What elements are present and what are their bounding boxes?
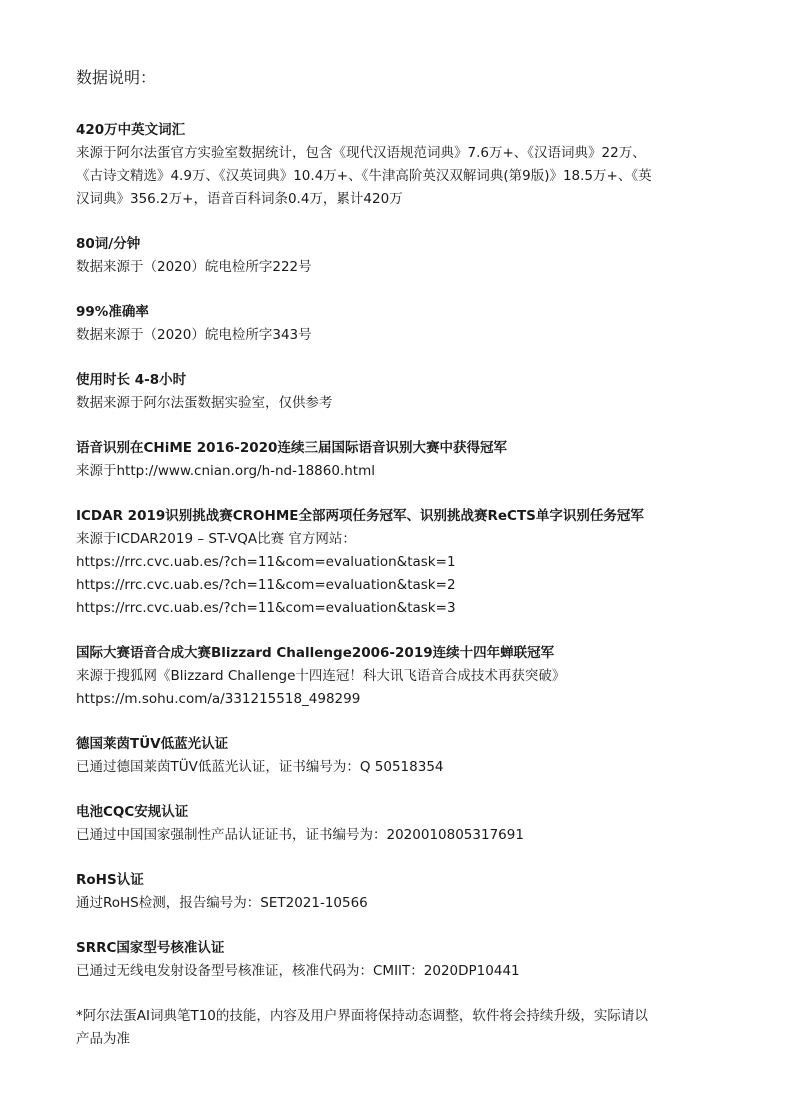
url-text: https://m.sohu.com/a/331215518_498299 (76, 691, 361, 707)
section-text: 来源于搜狐网《Blizzard Challenge十四连冠！科大讯飞语音合成技术再获突破》 (76, 668, 566, 684)
section-text: 已通过中国国家强制性产品认证证书，证书编号为：2020010805317691 (76, 827, 524, 843)
url-text: https://rrc.cvc.uab.es/?ch=11&com=evaluation&task=3 (76, 600, 456, 616)
section-title: RoHS认证 (76, 872, 144, 888)
section-speed (76, 233, 726, 279)
section-battery-life (76, 369, 726, 415)
section-title: 420万中英文词汇 (76, 122, 186, 138)
section-blizzard-award (76, 642, 726, 711)
section-chime-award (76, 437, 726, 483)
section-text: 来源于阿尔法蛋官方实验室数据统计，包含《现代汉语规范词典》7.6万+、《汉语词典》22万、 (76, 145, 646, 161)
section-text: 已通过无线电发射设备型号核准证，核准代码为：CMIIT：2020DP10441 (76, 963, 520, 979)
footnote-text: *阿尔法蛋AI词典笔T10的技能，内容及用户界面将保持动态调整，软件将会持续升级，实际请以 (76, 1008, 648, 1024)
url-text: https://rrc.cvc.uab.es/?ch=11&com=evaluation&task=1 (76, 554, 456, 570)
url-text: https://rrc.cvc.uab.es/?ch=11&com=evaluation&task=2 (76, 577, 456, 593)
section-accuracy (76, 301, 726, 347)
page-title: 数据说明： (76, 68, 157, 87)
section-title: SRRC国家型号核准认证 (76, 940, 225, 956)
section-text: 已通过德国莱茵TÜV低蓝光认证，证书编号为：Q 50518354 (76, 759, 444, 775)
document-page (76, 66, 726, 1051)
footnote-text: 产品为准 (76, 1031, 130, 1047)
section-text: 通过RoHS检测，报告编号为：SET2021-10566 (76, 895, 368, 911)
section-text: 数据来源于（2020）皖电检所字343号 (76, 327, 312, 343)
section-text: 来源于http://www.cnian.org/h-nd-18860.html (76, 463, 375, 479)
section-cqc-cert (76, 801, 726, 847)
section-tuv-cert (76, 733, 726, 779)
section-srrc-cert (76, 937, 726, 983)
section-title: 80词/分钟 (76, 236, 141, 252)
section-vocabulary (76, 119, 726, 211)
section-title: 电池CQC安规认证 (76, 804, 189, 820)
section-title: 语音识别在CHiME 2016-2020连续三届国际语音识别大赛中获得冠军 (76, 440, 507, 456)
section-text: 来源于ICDAR2019 – ST-VQA比赛 官方网站： (76, 531, 356, 547)
section-rohs-cert (76, 869, 726, 915)
section-title: 99%准确率 (76, 304, 149, 320)
section-title: 国际大赛语音合成大赛Blizzard Challenge2006-2019连续十四年蝉联冠军 (76, 645, 555, 661)
section-text: 汉词典》356.2万+，语音百科词条0.4万，累计420万 (76, 191, 403, 207)
section-text: 数据来源于阿尔法蛋数据实验室，仅供参考 (76, 395, 333, 411)
section-text: 《古诗文精选》4.9万、《汉英词典》10.4万+、《牛津高阶英汉双解词典(第9版)》18.5万+、《英 (76, 168, 652, 184)
section-icdar-award (76, 505, 726, 620)
footnote (76, 1005, 726, 1051)
sections-list (76, 119, 726, 983)
section-title: 使用时长 4-8小时 (76, 372, 187, 388)
section-title: ICDAR 2019识别挑战赛CROHME全部两项任务冠军、识别挑战赛ReCTS单字识别任务冠军 (76, 508, 644, 524)
section-title: 德国莱茵TÜV低蓝光认证 (76, 736, 229, 752)
section-text: 数据来源于（2020）皖电检所字222号 (76, 259, 312, 275)
